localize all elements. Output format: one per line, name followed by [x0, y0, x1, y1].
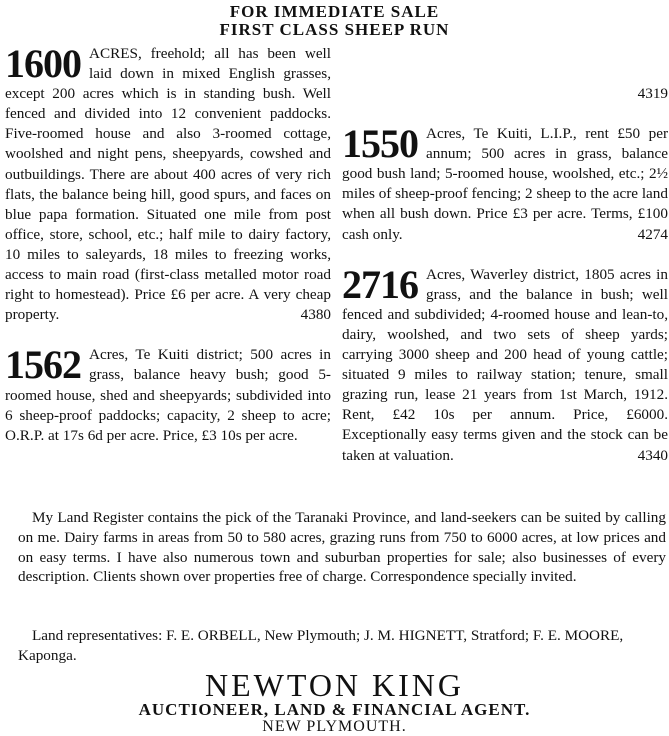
listing-ref: 4340: [637, 446, 668, 464]
ad-headline: FOR IMMEDIATE SALE: [229, 2, 440, 21]
firm-name: NEWTON KING: [204, 667, 465, 703]
listing-text: ACRES, freehold; all has been well laid down in mixed English grasses, except 200 acres which is in standing bush. Well fenced and divided into 12 convenient paddocks. Five-roomed house and also 3-roomed cottage, woolshed and night pens, sheepyards, cowshed and outbuildings. There are about 400 acres of very rich flats, the balance being hill, good spurs, and faces on blue papa formation. Situated one mile from post office, store, school, etc.; half mile to dairy factory, 10 miles to saleyards, 18 miles to freezing works, access to main road (first-class metalled motor road right to homestead). Price £6 per acre. A very cheap property.: [5, 45, 331, 324]
firm-town: NEW PLYMOUTH.: [262, 718, 407, 735]
ad-subheadline: FIRST CLASS SHEEP RUN: [219, 20, 450, 39]
listing-2716: [342, 261, 668, 466]
listing-acreage: 1600: [5, 41, 81, 86]
listing-ref: 4274: [637, 225, 668, 243]
right-column: [342, 44, 668, 466]
land-representatives: Land representatives: F. E. ORBELL, New Plymouth; J. M. HIGNETT, Stratford; F. E. MOORE, Kaponga.: [18, 627, 624, 664]
listing-1550: [342, 121, 668, 245]
listing-text: Acres, Te Kuiti, L.I.P., rent £50 per annum; 500 acres in grass, balance good bush land; 5-roomed house, woolshed, etc.; 2½ miles of sheep-proof fencing; 2 sheep to the acre land when all bush down. Price £3 per acre. Terms, £100 cash only.: [342, 125, 668, 243]
left-column: [5, 41, 331, 446]
listing-text: Acres, Te Kuiti district; 500 acres in grass, balance heavy bush; good 5-roomed house, shed and sheepyards; subdivided into 6 sheep-proof paddocks; capacity, 2 sheep to acre; O.R.P. at 17s 6d per acre. Price, £3 10s per acre.: [5, 346, 331, 444]
listing-ref: 4380: [300, 306, 331, 324]
listing-acreage: 2716: [342, 261, 418, 307]
listing-acreage: 1562: [5, 342, 81, 388]
firm-title: AUCTIONEER, LAND & FINANCIAL AGENT.: [138, 700, 531, 719]
listing-1562-ref-line: [342, 84, 668, 104]
listing-text: Acres, Waverley district, 1805 acres in grass, and the balance in bush; well fenced and subdivided; 4-roomed house and lean-to, dairy, woolshed, and two sets of sheep yards; carrying 3000 sheep and 200 head of young cattle; situated 9 miles to railway station; tenure, small grazing run, lease 21 years from 1st March, 1912. Rent, £42 10s per annum. Price, £6000. Exceptionally easy terms given and the stock can be taken at valuation.: [342, 265, 668, 464]
listing-ref: 4319: [637, 85, 668, 102]
listing-acreage: 1550: [342, 121, 418, 167]
land-register-paragraph: My Land Register contains the pick of the Taranaki Province, and land-seekers can be suited by calling on me. Dairy farms in areas from 50 to 580 acres, grazing runs from 750 to 6000 acres, at low prices and on easy terms. I have also numerous town and suburban properties for sale; also businesses of every description. Clients shown over properties free of charge. Correspondence specially invited.: [18, 509, 666, 586]
listing-1600: [5, 41, 331, 325]
listing-1562: [5, 342, 331, 445]
